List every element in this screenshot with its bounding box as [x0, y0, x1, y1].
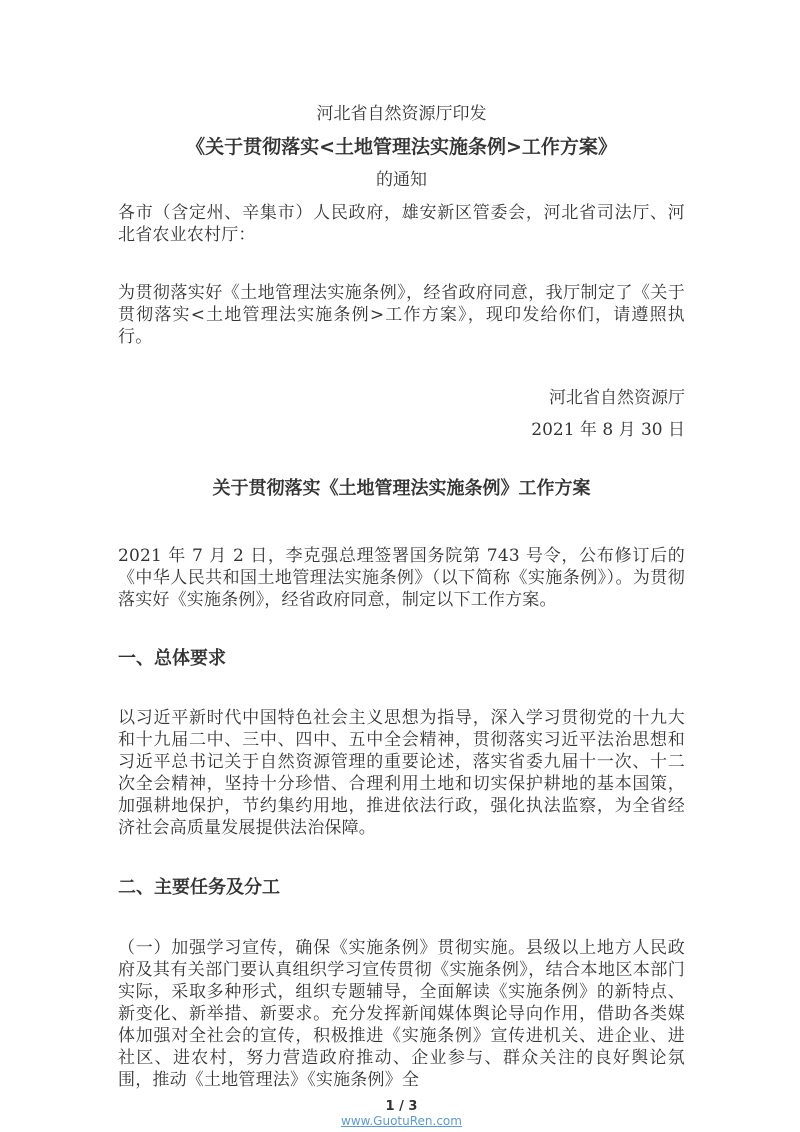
footer-website-link[interactable]: www.GuotuRen.com [341, 1114, 462, 1128]
page-footer [118, 1099, 685, 1128]
signature-date: 2021 年 8 月 30 日 [531, 420, 685, 440]
notice-suffix-line: 的通知 [376, 170, 427, 190]
section-2-body: （一）加强学习宣传，确保《实施条例》贯彻实施。县级以上地方人民政府及其有关部门要认真组织学习宣传贯彻《实施条例》，结合本地区本部门实际，采取多种形式，组织专题辅导，全面解读《实施条例》的新特点、新变化、新举措、新要求。充分发挥新闻媒体舆论导向作用，借助各类媒体加强对全社会的宣传，积极推进《实施条例》宣传进机关、进企业、进社区、进农村，努力营造政府推动、企业参与、群众关注的良好舆论氛围，推动《土地管理法》《实施条例》全 [118, 938, 685, 1090]
notice-issuer-line: 河北省自然资源厅印发 [316, 104, 487, 124]
footer-link-row [118, 1114, 685, 1128]
notice-title-line: 《关于贯彻落实<土地管理法实施条例>工作方案》 [186, 136, 617, 158]
intro-paragraph: 2021 年 7 月 2 日，李克强总理签署国务院第 743 号令，公布修订后的《中华人民共和国土地管理法实施条例》（以下简称《实施条例》）。为贯彻落实好《实施条例》，经省政府同意，制定以下工作方案。 [118, 546, 685, 610]
page-number-indicator: 1 / 3 [385, 1099, 418, 1114]
section-2-heading: 二、主要任务及分工 [118, 877, 280, 898]
recipients-paragraph: 各市（含定州、辛集市）人民政府，雄安新区管委会，河北省司法厅、河北省农业农村厅： [118, 203, 685, 245]
plan-title: 关于贯彻落实《土地管理法实施条例》工作方案 [212, 478, 591, 499]
signature-block [118, 382, 685, 446]
signature-organization: 河北省自然资源厅 [549, 388, 685, 408]
section-1-body: 以习近平新时代中国特色社会主义思想为指导，深入学习贯彻党的十九大和十九届二中、三中、四中、五中全会精神，贯彻落实习近平法治思想和习近平总书记关于自然资源管理的重要论述，落实省委九届十一次、十二次全会精神，坚持十分珍惜、合理利用土地和切实保护耕地的基本国策，加强耕地保护，节约集约用地，推进依法行政，强化执法监察，为全省经济社会高质量发展提供法治保障。 [118, 708, 685, 838]
notice-body-paragraph: 为贯彻落实好《土地管理法实施条例》，经省政府同意，我厅制定了《关于贯彻落实<土地管理法实施条例>工作方案》，现印发给你们，请遵照执行。 [118, 283, 685, 347]
section-1-heading: 一、总体要求 [118, 648, 226, 669]
